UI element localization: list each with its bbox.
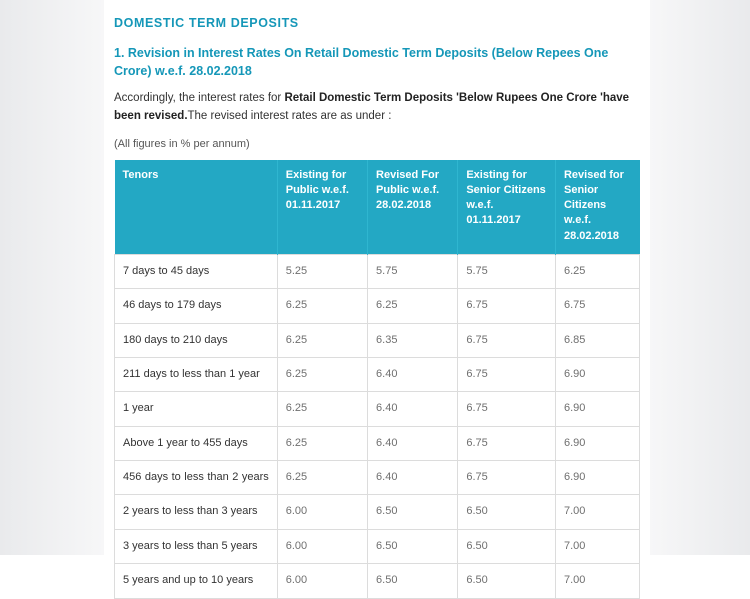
page-left-margin bbox=[0, 0, 104, 555]
table-body bbox=[115, 254, 640, 598]
cell-existing-senior: 6.75 bbox=[458, 426, 556, 460]
cell-tenor: 211 days to less than 1 year bbox=[115, 357, 278, 391]
cell-existing-public: 5.25 bbox=[277, 254, 367, 288]
cell-revised-public: 6.35 bbox=[368, 323, 458, 357]
column-header-tenors: Tenors bbox=[115, 160, 278, 254]
table-row bbox=[115, 289, 640, 323]
table-row bbox=[115, 426, 640, 460]
cell-revised-public: 6.40 bbox=[368, 357, 458, 391]
cell-revised-public: 6.50 bbox=[368, 495, 458, 529]
cell-revised-senior: 6.90 bbox=[555, 357, 639, 391]
table-row bbox=[115, 529, 640, 563]
cell-tenor: 46 days to 179 days bbox=[115, 289, 278, 323]
table-header bbox=[115, 160, 640, 254]
cell-existing-public: 6.00 bbox=[277, 495, 367, 529]
cell-existing-public: 6.25 bbox=[277, 392, 367, 426]
cell-tenor: 180 days to 210 days bbox=[115, 323, 278, 357]
cell-tenor: 456 days to less than 2 years bbox=[115, 461, 278, 495]
table-row bbox=[115, 392, 640, 426]
table-header-row bbox=[115, 160, 640, 254]
cell-existing-senior: 6.75 bbox=[458, 289, 556, 323]
cell-existing-public: 6.00 bbox=[277, 564, 367, 598]
paragraph-bold: Retail Domestic Term Deposits 'Below Rupees One Crore 'have been revised. bbox=[114, 92, 630, 123]
cell-tenor: 7 days to 45 days bbox=[115, 254, 278, 288]
column-header-revised-senior: Revised for Senior Citizens w.e.f. 28.02.2018 bbox=[555, 160, 639, 254]
cell-existing-senior: 6.75 bbox=[458, 461, 556, 495]
cell-revised-public: 6.40 bbox=[368, 461, 458, 495]
page-title: DOMESTIC TERM DEPOSITS bbox=[114, 16, 299, 30]
paragraph-suffix: The revised interest rates are as under : bbox=[187, 110, 392, 123]
cell-existing-senior: 5.75 bbox=[458, 254, 556, 288]
cell-existing-senior: 6.75 bbox=[458, 357, 556, 391]
cell-revised-public: 6.25 bbox=[368, 289, 458, 323]
cell-revised-senior: 6.25 bbox=[555, 254, 639, 288]
cell-existing-senior: 6.75 bbox=[458, 323, 556, 357]
section-heading: 1. Revision in Interest Rates On Retail Domestic Term Deposits (Below Repees One Crore) w.e.f. 28.02.2018 bbox=[114, 46, 609, 79]
interest-rates-table bbox=[114, 160, 640, 599]
cell-revised-public: 6.40 bbox=[368, 426, 458, 460]
cell-revised-public: 6.50 bbox=[368, 529, 458, 563]
cell-existing-senior: 6.50 bbox=[458, 564, 556, 598]
cell-existing-public: 6.25 bbox=[277, 357, 367, 391]
intro-paragraph bbox=[114, 90, 640, 126]
cell-tenor: 3 years to less than 5 years bbox=[115, 529, 278, 563]
column-header-existing-senior: Existing for Senior Citizens w.e.f. 01.11.2017 bbox=[458, 160, 556, 254]
cell-existing-senior: 6.75 bbox=[458, 392, 556, 426]
table-row bbox=[115, 495, 640, 529]
cell-existing-senior: 6.50 bbox=[458, 529, 556, 563]
cell-tenor: 2 years to less than 3 years bbox=[115, 495, 278, 529]
table-row bbox=[115, 564, 640, 598]
cell-existing-public: 6.25 bbox=[277, 426, 367, 460]
cell-tenor: 1 year bbox=[115, 392, 278, 426]
cell-existing-public: 6.25 bbox=[277, 461, 367, 495]
paragraph-prefix: Accordingly, the interest rates for bbox=[114, 92, 285, 105]
cell-tenor: Above 1 year to 455 days bbox=[115, 426, 278, 460]
cell-revised-senior: 6.75 bbox=[555, 289, 639, 323]
cell-revised-senior: 6.90 bbox=[555, 461, 639, 495]
column-header-existing-public: Existing for Public w.e.f. 01.11.2017 bbox=[277, 160, 367, 254]
table-row bbox=[115, 357, 640, 391]
cell-existing-public: 6.25 bbox=[277, 323, 367, 357]
cell-tenor: 5 years and up to 10 years bbox=[115, 564, 278, 598]
cell-revised-senior: 6.90 bbox=[555, 392, 639, 426]
figures-note: (All figures in % per annum) bbox=[114, 137, 250, 150]
cell-existing-public: 6.25 bbox=[277, 289, 367, 323]
table-row bbox=[115, 254, 640, 288]
cell-existing-senior: 6.50 bbox=[458, 495, 556, 529]
document-sheet bbox=[104, 0, 650, 587]
cell-revised-senior: 7.00 bbox=[555, 529, 639, 563]
column-header-revised-public: Revised For Public w.e.f. 28.02.2018 bbox=[368, 160, 458, 254]
cell-revised-senior: 7.00 bbox=[555, 495, 639, 529]
page-right-margin bbox=[650, 0, 750, 555]
table-row bbox=[115, 461, 640, 495]
cell-revised-senior: 7.00 bbox=[555, 564, 639, 598]
cell-revised-senior: 6.90 bbox=[555, 426, 639, 460]
table-row bbox=[115, 323, 640, 357]
cell-revised-senior: 6.85 bbox=[555, 323, 639, 357]
cell-existing-public: 6.00 bbox=[277, 529, 367, 563]
cell-revised-public: 6.50 bbox=[368, 564, 458, 598]
cell-revised-public: 5.75 bbox=[368, 254, 458, 288]
cell-revised-public: 6.40 bbox=[368, 392, 458, 426]
